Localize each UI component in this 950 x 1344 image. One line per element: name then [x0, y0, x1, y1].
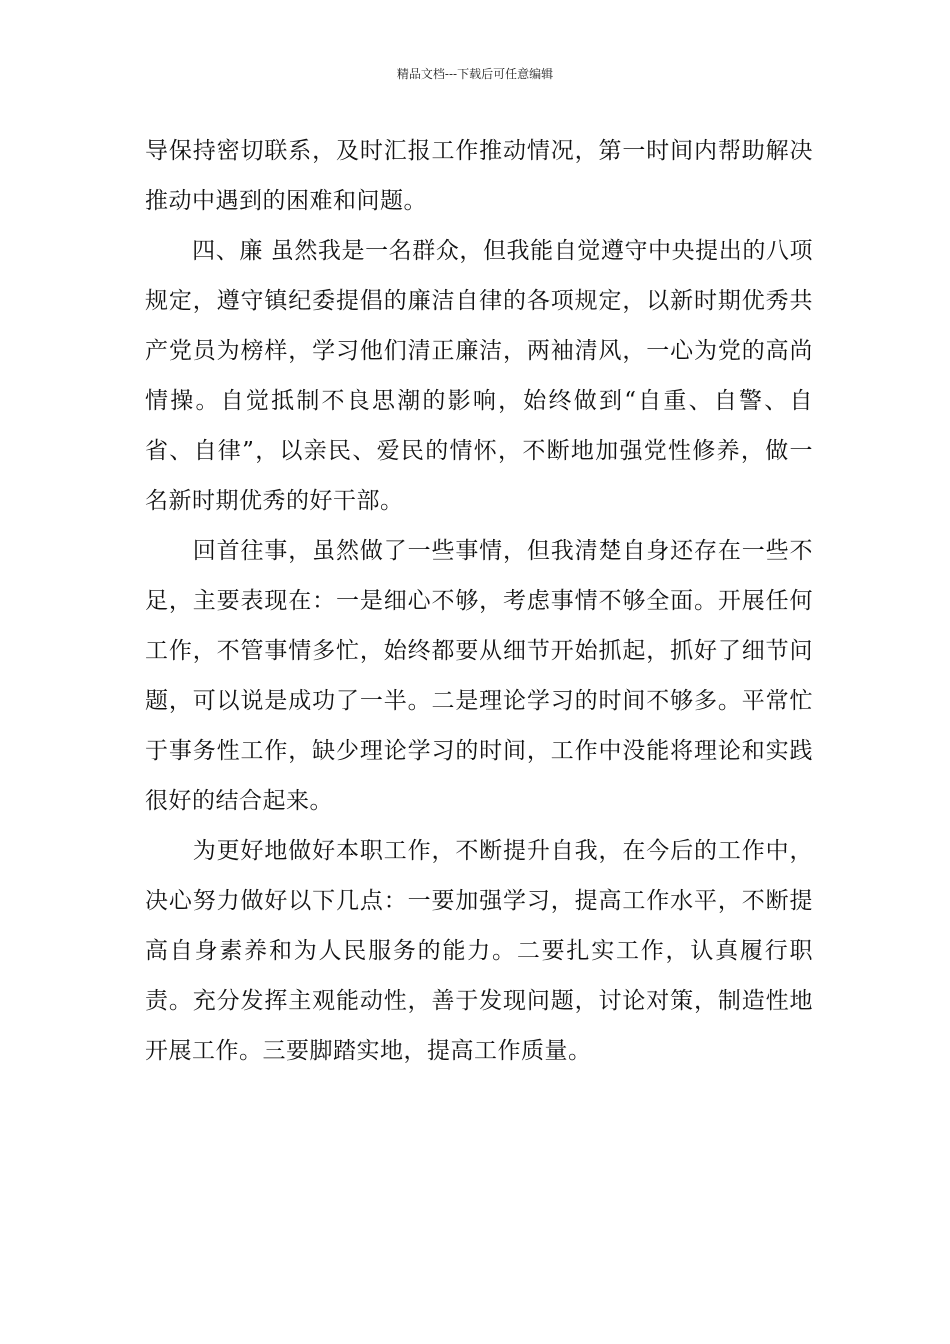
page-header: 精品文档---下载后可任意编辑 — [396, 67, 554, 81]
paragraph-continuation: 导保持密切联系，及时汇报工作推动情况，第一时间内帮助解决推动中遇到的困难和问题。 — [145, 138, 813, 214]
document-body — [145, 126, 813, 1076]
paragraph-shortcomings: 回首往事，虽然做了一些事情，但我清楚自身还存在一些不足，主要表现在：一是细心不够，考虑事情不够全面。开展任何工作，不管事情多忙，始终都要从细节开始抓起，抓好了细节问题，可以说是成功了一半。二是理论学习的时间不够多。平常忙于事务性工作，缺少理论学习的时间，工作中没能将理论和实践很好的结合起来。 — [145, 538, 813, 814]
paragraph-commitments: 为更好地做好本职工作，不断提升自我，在今后的工作中，决心努力做好以下几点：一要加强学习，提高工作水平，不断提高自身素养和为人民服务的能力。二要扎实工作，认真履行职责。充分发挥主观能动性，善于发现问题，讨论对策，制造性地开展工作。三要脚踏实地，提高工作质量。 — [145, 838, 813, 1064]
paragraph-integrity: 四、廉 虽然我是一名群众，但我能自觉遵守中央提出的八项规定，遵守镇纪委提倡的廉洁自律的各项规定，以新时期优秀共产党员为榜样，学习他们清正廉洁，两袖清风，一心为党的高尚情操。自觉抵制不良思潮的影响，始终做到“自重、自警、自省、自律”，以亲民、爱民的情怀，不断地加强党性修养，做一名新时期优秀的好干部。 — [145, 238, 813, 514]
